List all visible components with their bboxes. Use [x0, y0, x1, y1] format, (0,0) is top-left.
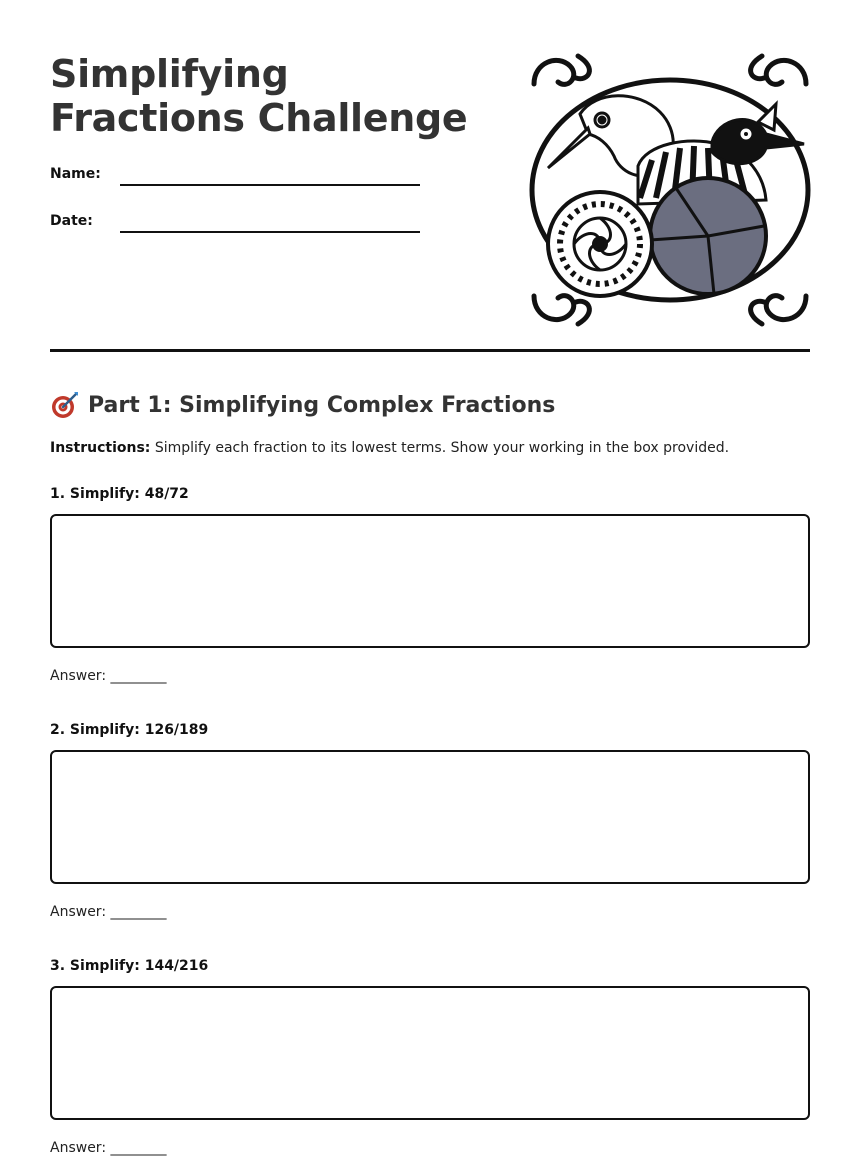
name-label: Name:	[50, 166, 101, 182]
name-line[interactable]	[120, 184, 420, 186]
target-dart-icon	[50, 390, 80, 420]
working-box[interactable]	[50, 986, 810, 1120]
part1-header	[50, 388, 555, 422]
part1-heading: Part 1: Simplifying Complex Fractions	[88, 392, 556, 418]
date-label: Date:	[50, 213, 93, 229]
name-field[interactable]	[50, 160, 430, 190]
working-box[interactable]	[50, 750, 810, 884]
question-prompt: 1. Simplify: 48/72	[50, 486, 189, 502]
instructions	[50, 440, 729, 456]
date-field[interactable]	[50, 207, 430, 237]
instructions-label: Instructions:	[50, 440, 151, 456]
question-prompt: 3. Simplify: 144/216	[50, 958, 209, 974]
worksheet-title: Simplifying Fractions Challenge	[50, 52, 468, 140]
instructions-text: Simplify each fraction to its lowest terms. Show your working in the box provided.	[150, 440, 730, 456]
date-line[interactable]	[120, 231, 420, 233]
answer-label[interactable]: Answer: ________	[50, 1140, 167, 1156]
question-prompt: 2. Simplify: 126/189	[50, 722, 209, 738]
answer-label[interactable]: Answer: ________	[50, 668, 167, 684]
answer-label[interactable]: Answer: ________	[50, 904, 167, 920]
header-divider	[50, 349, 810, 352]
working-box[interactable]	[50, 514, 810, 648]
bird-and-fraction-circles-illustration	[528, 48, 812, 332]
